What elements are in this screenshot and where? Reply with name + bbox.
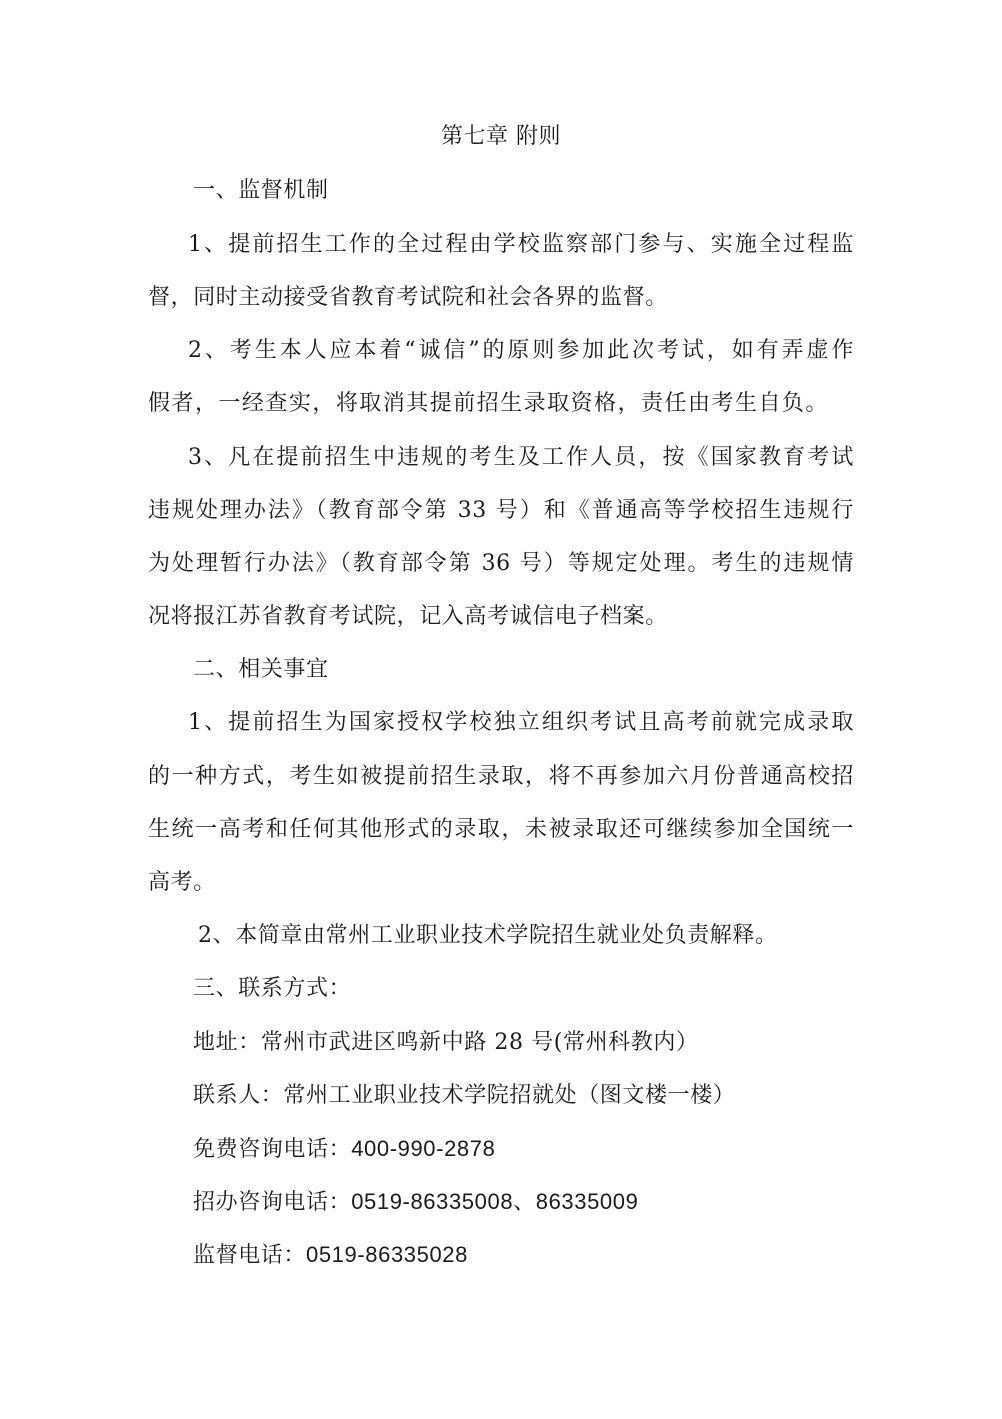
supervision-phone-label: 监督电话： xyxy=(193,1243,307,1268)
contact-supervision-phone xyxy=(193,1239,468,1272)
address-value: 常州市武进区鸣新中路 28 号(常州科教内） xyxy=(260,1030,699,1055)
section-heading-contact: 三、联系方式： xyxy=(193,976,352,1001)
free-hotline-label: 免费咨询电话： xyxy=(193,1137,352,1162)
paragraph-line: 的一种方式，考生如被提前招生录取，将不再参加六月份普通高校招 xyxy=(148,764,854,789)
paragraph-line: 2、考生本人应本着“诚信”的原则参加此次考试，如有弄虚作 xyxy=(188,338,854,363)
admissions-phone-value: 0519-86335008、86335009 xyxy=(351,1189,639,1214)
contact-person-value: 常州工业职业技术学院招就处（图文楼一楼） xyxy=(283,1083,736,1108)
section-heading-related-matters: 二、相关事宜 xyxy=(193,657,329,682)
section-heading-supervision: 一、监督机制 xyxy=(193,178,329,203)
paragraph-line: 督，同时主动接受省教育考试院和社会各界的监督。 xyxy=(148,285,668,310)
admissions-phone-label: 招办咨询电话： xyxy=(193,1190,352,1215)
paragraph-line: 2、本简章由常州工业职业技术学院招生就业处负责解释。 xyxy=(198,923,778,948)
address-label: 地址： xyxy=(193,1030,261,1055)
paragraph-line: 为处理暂行办法》（教育部令第 36 号）等规定处理。考生的违规情 xyxy=(148,551,854,576)
paragraph-line: 3、凡在提前招生中违规的考生及工作人员，按《国家教育考试 xyxy=(188,445,854,470)
free-hotline-value: 400-990-2878 xyxy=(351,1136,496,1161)
paragraph-line: 1、提前招生为国家授权学校独立组织考试且高考前就完成录取 xyxy=(188,710,854,735)
contact-admissions-phone xyxy=(193,1186,638,1219)
paragraph-line: 况将报江苏省教育考试院，记入高考诚信电子档案。 xyxy=(148,604,668,629)
contact-address xyxy=(193,1027,699,1059)
contact-free-hotline xyxy=(193,1133,495,1166)
paragraph-line: 1、提前招生工作的全过程由学校监察部门参与、实施全过程监 xyxy=(188,232,854,257)
contact-person xyxy=(193,1080,735,1112)
chapter-title: 第七章 附则 xyxy=(441,124,561,149)
paragraph-line: 生统一高考和任何其他形式的录取，未被录取还可继续参加全国统一 xyxy=(148,817,854,842)
contact-person-label: 联系人： xyxy=(193,1083,284,1108)
supervision-phone-value: 0519-86335028 xyxy=(306,1242,468,1267)
paragraph-line: 违规处理办法》（教育部令第 33 号）和《普通高等学校招生违规行 xyxy=(148,498,854,523)
paragraph-line: 高考。 xyxy=(148,870,216,895)
paragraph-line: 假者，一经查实，将取消其提前招生录取资格，责任由考生自负。 xyxy=(148,391,828,416)
